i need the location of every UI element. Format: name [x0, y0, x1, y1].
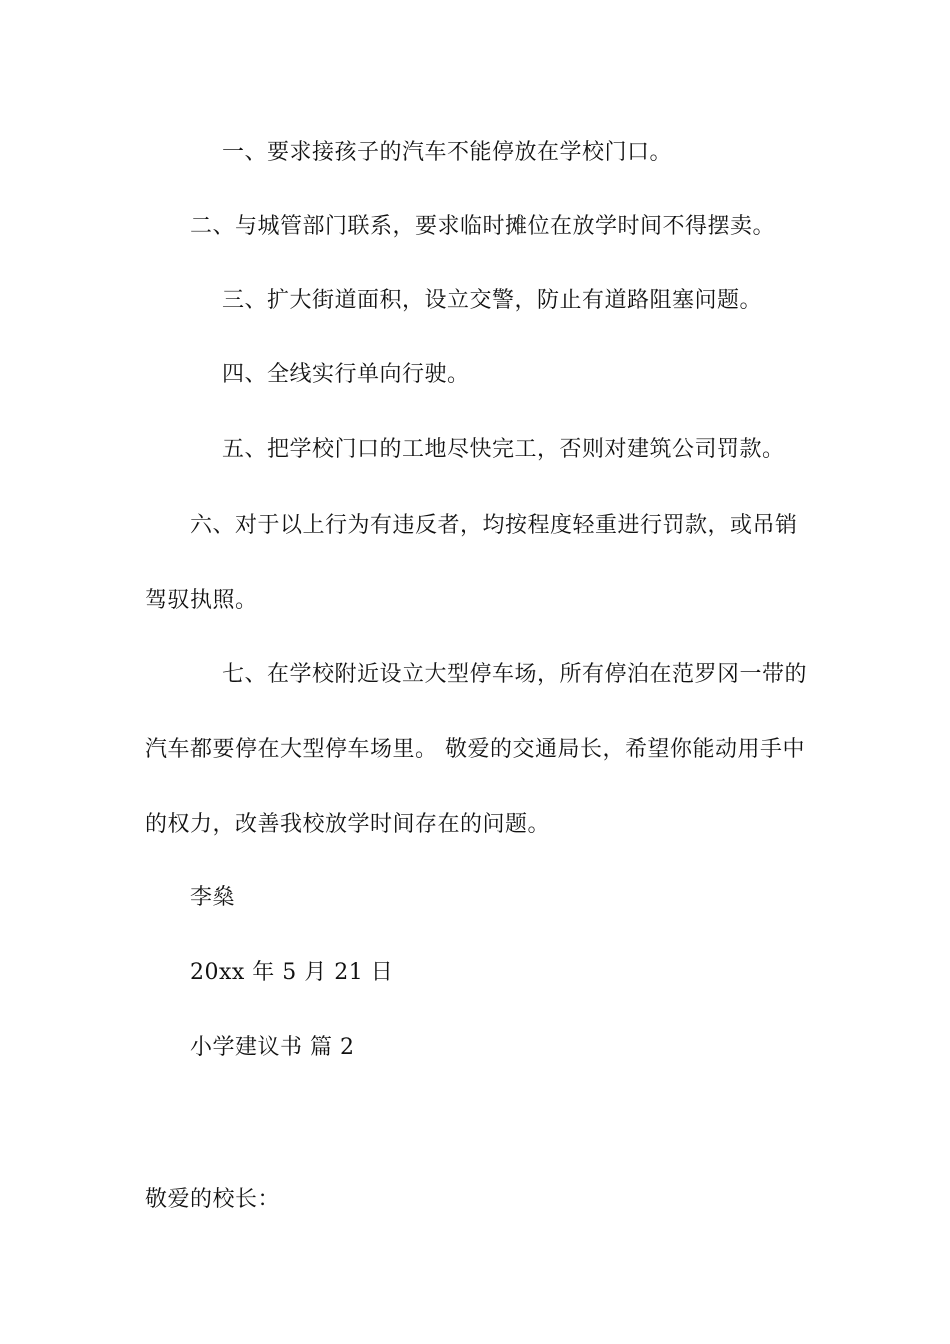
paragraph-item-4: 四、全线实行单向行驶。	[222, 362, 470, 387]
paragraph-item-6-continued: 驾驭执照。	[145, 588, 258, 613]
section-title: 小学建议书 篇 2	[190, 1035, 355, 1060]
date: 20xx 年 5 月 21 日	[190, 960, 394, 985]
paragraph-item-7: 七、在学校附近设立大型停车场，所有停泊在范罗冈一带的	[222, 662, 808, 687]
salutation: 敬爱的校长：	[145, 1187, 281, 1212]
paragraph-item-7-end: 的权力，改善我校放学时间存在的问题。	[145, 812, 551, 837]
paragraph-item-5: 五、把学校门口的工地尽快完工，否则对建筑公司罚款。	[222, 437, 785, 462]
signature: 李燊	[190, 885, 236, 910]
paragraph-item-3: 三、扩大街道面积，设立交警，防止有道路阻塞问题。	[222, 288, 763, 313]
paragraph-item-1: 一、要求接孩子的汽车不能停放在学校门口。	[222, 140, 673, 165]
paragraph-item-7-continued: 汽车都要停在大型停车场里。 敬爱的交通局长，希望你能动用手中	[145, 737, 805, 762]
paragraph-item-2: 二、与城管部门联系，要求临时摊位在放学时间不得摆卖。	[190, 214, 776, 239]
paragraph-item-6: 六、对于以上行为有违反者，均按程度轻重进行罚款，或吊销	[190, 513, 798, 538]
